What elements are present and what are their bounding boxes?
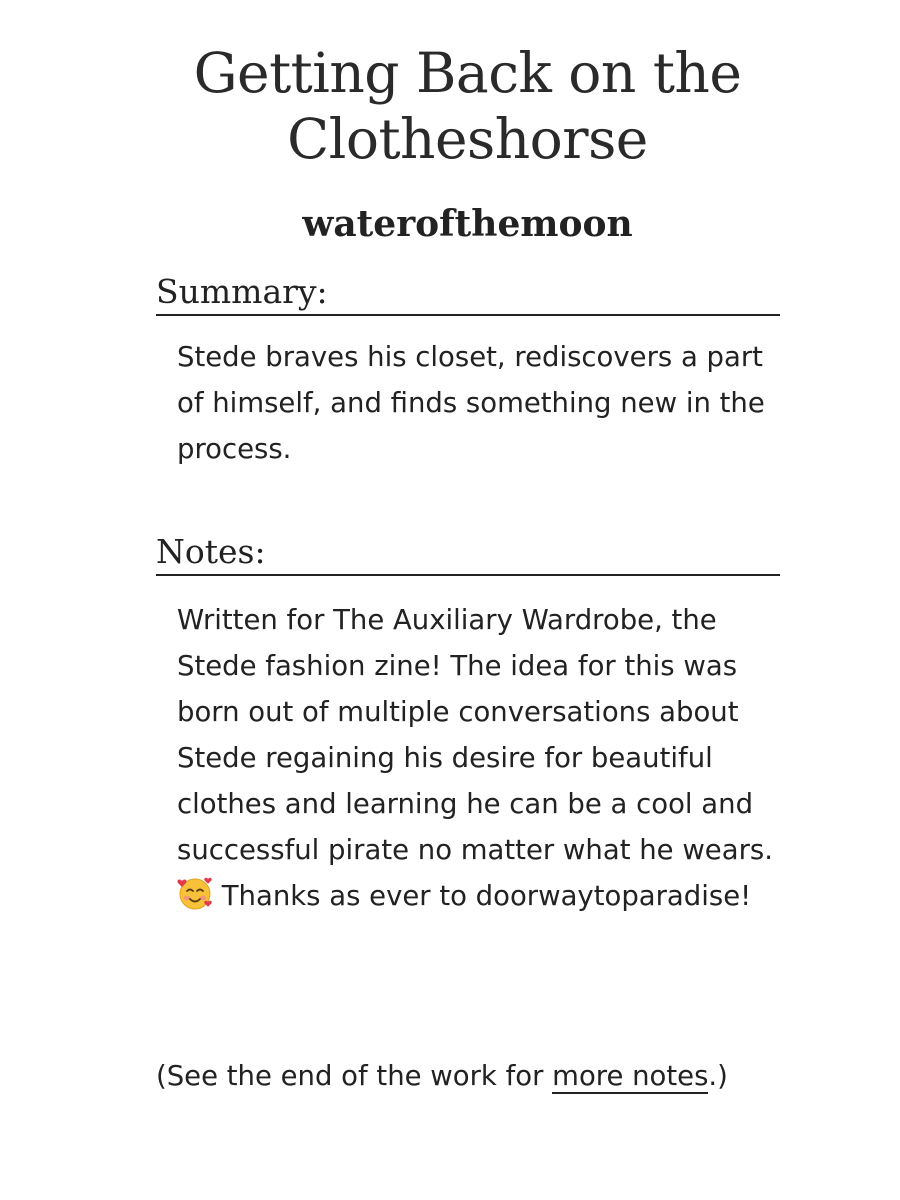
smiling-face-with-hearts-icon — [177, 875, 213, 911]
work-author[interactable]: waterofthemoon — [302, 203, 633, 245]
endnote — [156, 1053, 776, 1099]
notes-heading: Notes: — [156, 530, 780, 576]
endnote-suffix: .) — [708, 1060, 728, 1092]
more-notes-link[interactable]: more notes — [552, 1060, 709, 1092]
notes-text-part-1: Written for The Auxiliary Wardrobe, the Stede fashion zine! The idea for this was born out of multiple conversations about Stede regaining his desire for beautiful clothes and learning he can be a cool and successful pirate no matter what he wears. — [177, 604, 773, 866]
endnote-prefix: (See the end of the work for — [156, 1060, 553, 1092]
notes-text-part-2: Thanks as ever to doorwaytoparadise! — [221, 880, 752, 912]
notes-text — [177, 597, 777, 919]
work-title: Getting Back on the Clotheshorse — [193, 41, 742, 171]
summary-heading: Summary: — [156, 270, 780, 316]
summary-text: Stede braves his closet, rediscovers a part of himself, and finds something new in the process. — [177, 341, 765, 465]
